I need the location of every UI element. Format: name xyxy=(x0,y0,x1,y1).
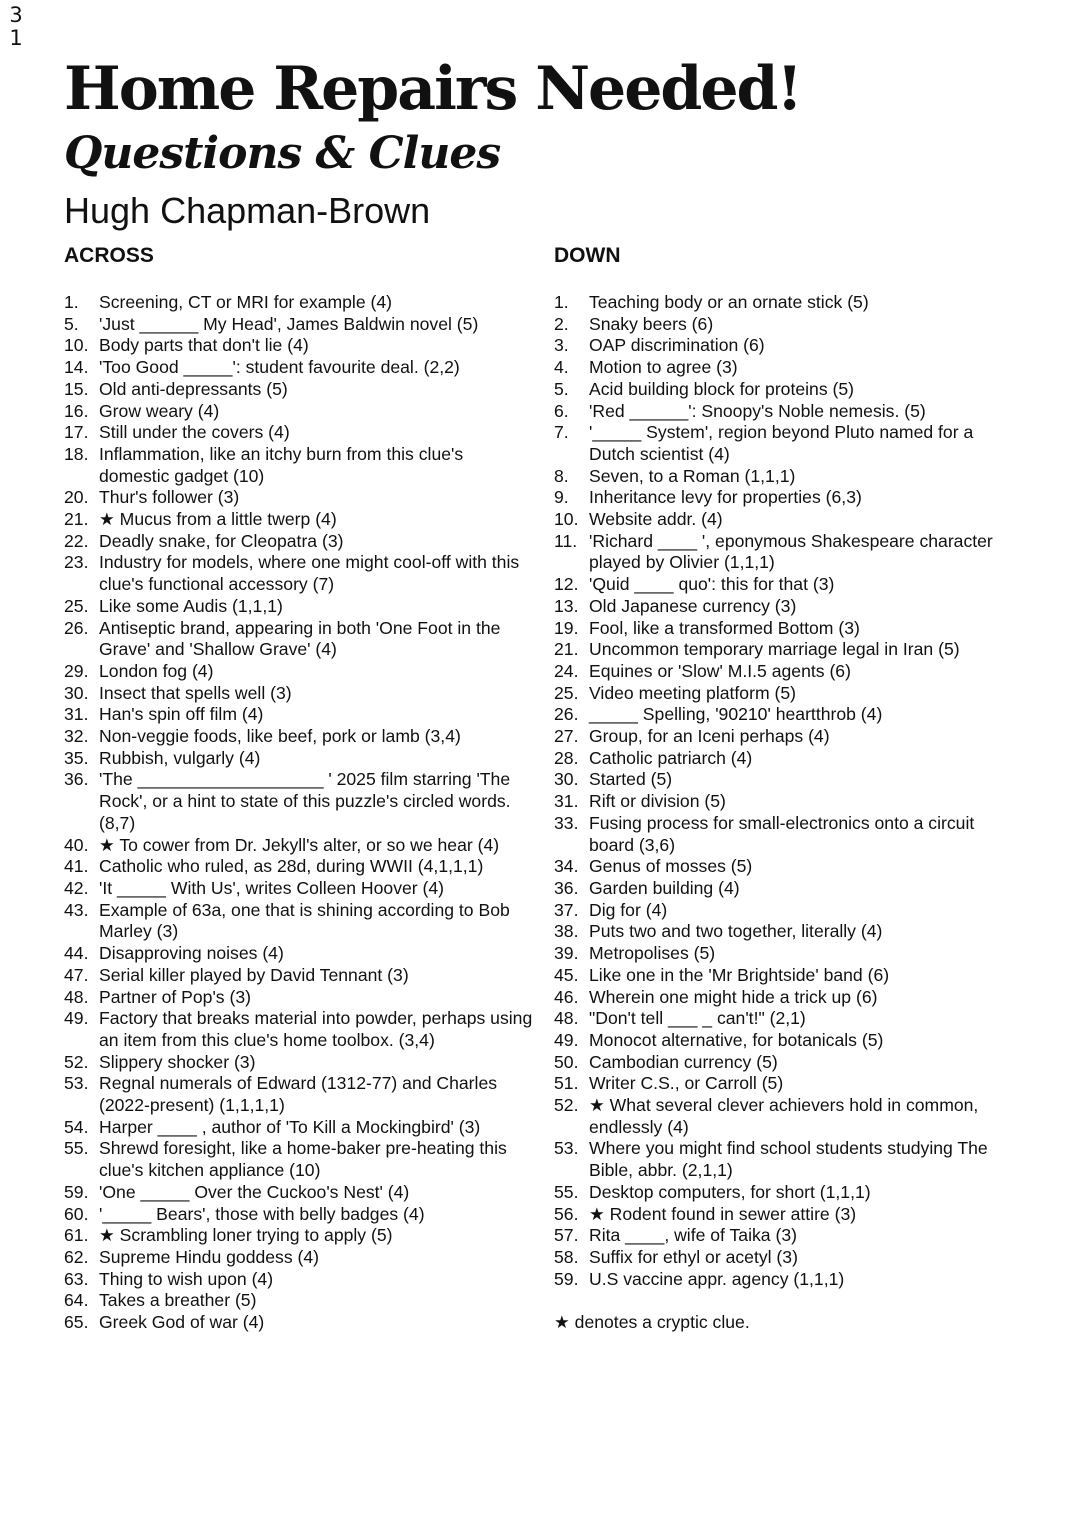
clue-text: ★ Mucus from a little twerp (4) xyxy=(99,509,337,530)
clue-number: 34. xyxy=(554,856,579,877)
across-clue xyxy=(64,1204,534,1226)
clue-number: 20. xyxy=(64,487,89,508)
clue-number: 31. xyxy=(554,791,579,812)
clue-number: 56. xyxy=(554,1203,579,1224)
across-clue xyxy=(64,444,534,487)
clue-text: Body parts that don't lie (4) xyxy=(99,335,309,356)
clue-number: 48. xyxy=(64,986,89,1007)
clue-number: 38. xyxy=(554,921,579,942)
clue-text: ★ Scrambling loner trying to apply (5) xyxy=(99,1225,393,1246)
across-clue xyxy=(64,292,534,314)
down-clue xyxy=(554,878,1024,900)
clue-number: 4. xyxy=(554,357,569,378)
clue-number: 44. xyxy=(64,943,89,964)
clue-number: 33. xyxy=(554,812,579,833)
across-clue xyxy=(64,552,534,595)
clue-text: Video meeting platform (5) xyxy=(589,682,796,703)
clue-text: Genus of mosses (5) xyxy=(589,856,753,877)
clue-number: 47. xyxy=(64,964,89,985)
clue-text: '_____ System', region beyond Pluto named for a Dutch scientist (4) xyxy=(589,422,974,464)
across-clue xyxy=(64,835,534,857)
clue-number: 54. xyxy=(64,1116,89,1137)
across-clue xyxy=(64,683,534,705)
down-clue xyxy=(554,292,1024,314)
clue-text: Industry for models, where one might cool-off with this clue's functional accessory (7) xyxy=(99,552,520,595)
across-clue xyxy=(64,987,534,1009)
across-clue xyxy=(64,1052,534,1074)
clue-number: 45. xyxy=(554,964,579,985)
down-clue xyxy=(554,639,1024,661)
across-clue xyxy=(64,401,534,423)
down-clue xyxy=(554,813,1024,856)
down-clue xyxy=(554,726,1024,748)
down-heading: DOWN xyxy=(554,244,621,267)
clue-text: Inflammation, like an itchy burn from this clue's domestic gadget (10) xyxy=(99,443,464,486)
page-number-text: 3 1 xyxy=(9,3,23,50)
across-clue xyxy=(64,1182,534,1204)
clue-number: 49. xyxy=(554,1029,579,1050)
clue-text: Puts two and two together, literally (4) xyxy=(589,921,883,942)
clue-number: 59. xyxy=(554,1268,579,1289)
clue-text: Supreme Hindu goddess (4) xyxy=(99,1246,320,1267)
clue-number: 57. xyxy=(554,1225,579,1246)
clue-text: Uncommon temporary marriage legal in Iran (5) xyxy=(589,639,960,660)
clue-number: 64. xyxy=(64,1290,89,1311)
clue-text: Where you might find school students studying The Bible, abbr. (2,1,1) xyxy=(589,1138,988,1181)
down-clue xyxy=(554,791,1024,813)
across-clue xyxy=(64,379,534,401)
across-clue xyxy=(64,943,534,965)
across-clue xyxy=(64,965,534,987)
across-clue xyxy=(64,769,534,834)
down-clue xyxy=(554,1138,1024,1181)
clue-number: 10. xyxy=(554,509,579,530)
clue-text: Greek God of war (4) xyxy=(99,1312,265,1333)
across-clue xyxy=(64,1312,534,1334)
page-title: Home Repairs Needed! xyxy=(64,54,801,124)
across-clue xyxy=(64,661,534,683)
clue-text: Suffix for ethyl or acetyl (3) xyxy=(589,1246,798,1267)
clue-text: ★ What several clever achievers hold in common, endlessly (4) xyxy=(589,1095,979,1137)
clue-number: 9. xyxy=(554,487,569,508)
across-clue xyxy=(64,1247,534,1269)
clue-text: '_____ Bears', those with belly badges (4) xyxy=(99,1203,425,1224)
clue-text: Equines or 'Slow' M.I.5 agents (6) xyxy=(589,660,851,681)
clue-number: 50. xyxy=(554,1051,579,1072)
clue-number: 6. xyxy=(554,400,569,421)
clue-number: 23. xyxy=(64,552,89,573)
clue-number: 13. xyxy=(554,595,579,616)
clue-number: 2. xyxy=(554,313,569,334)
clue-text: 'It _____ With Us', writes Colleen Hoover (4) xyxy=(99,877,445,898)
clue-text: Han's spin off film (4) xyxy=(99,704,264,725)
down-clue xyxy=(554,1030,1024,1052)
down-clue xyxy=(554,943,1024,965)
clue-number: 46. xyxy=(554,986,579,1007)
clue-text: Dig for (4) xyxy=(589,899,668,920)
clue-text: U.S vaccine appr. agency (1,1,1) xyxy=(589,1268,845,1289)
clue-number: 22. xyxy=(64,530,89,551)
clue-number: 27. xyxy=(554,726,579,747)
clue-text: Like some Audis (1,1,1) xyxy=(99,595,283,616)
clue-text: Still under the covers (4) xyxy=(99,422,290,443)
across-clue xyxy=(64,878,534,900)
down-clue xyxy=(554,921,1024,943)
across-clue xyxy=(64,1008,534,1051)
clue-number: 40. xyxy=(64,834,89,855)
clue-number: 25. xyxy=(554,682,579,703)
clue-text: Partner of Pop's (3) xyxy=(99,986,251,1007)
across-clue xyxy=(64,1117,534,1139)
down-clue xyxy=(554,509,1024,531)
clue-number: 52. xyxy=(554,1095,579,1116)
clue-text: 'One _____ Over the Cuckoo's Nest' (4) xyxy=(99,1181,410,1202)
clue-text: Non-veggie foods, like beef, pork or lamb (3,4) xyxy=(99,726,461,747)
down-clue xyxy=(554,1008,1024,1030)
clue-number: 11. xyxy=(554,530,578,551)
clue-text: Thing to wish upon (4) xyxy=(99,1268,274,1289)
down-clue xyxy=(554,487,1024,509)
clue-number: 24. xyxy=(554,660,579,681)
across-clue xyxy=(64,1269,534,1291)
across-heading: ACROSS xyxy=(64,244,154,267)
down-clue xyxy=(554,379,1024,401)
across-column xyxy=(64,242,534,1334)
clue-text: Website addr. (4) xyxy=(589,509,723,530)
clue-number: 25. xyxy=(64,595,89,616)
down-clue xyxy=(554,1182,1024,1204)
clue-text: Group, for an Iceni perhaps (4) xyxy=(589,726,830,747)
clue-text: Shrewd foresight, like a home-baker pre-heating this clue's kitchen appliance (10) xyxy=(99,1138,507,1181)
down-clue xyxy=(554,965,1024,987)
clue-text: Old Japanese currency (3) xyxy=(589,595,797,616)
down-clue xyxy=(554,1247,1024,1269)
clue-text: Acid building block for proteins (5) xyxy=(589,378,855,399)
clue-number: 36. xyxy=(64,769,89,790)
down-clue xyxy=(554,574,1024,596)
clue-text: ★ To cower from Dr. Jekyll's alter, or so we hear (4) xyxy=(99,834,500,855)
across-clue xyxy=(64,357,534,379)
clue-text: Catholic patriarch (4) xyxy=(589,747,753,768)
clue-text: Harper ____ , author of 'To Kill a Mockingbird' (3) xyxy=(99,1116,481,1137)
clue-text: Thur's follower (3) xyxy=(99,487,240,508)
clue-text: "Don't tell ___ _ can't!" (2,1) xyxy=(589,1008,806,1029)
clue-number: 19. xyxy=(554,617,579,638)
clue-number: 48. xyxy=(554,1008,579,1029)
across-clue xyxy=(64,531,534,553)
clue-text: Fusing process for small-electronics onto a circuit board (3,6) xyxy=(589,812,975,855)
across-clue xyxy=(64,1073,534,1116)
across-clue xyxy=(64,726,534,748)
down-clue xyxy=(554,618,1024,640)
clue-text: Motion to agree (3) xyxy=(589,357,738,378)
clue-number: 52. xyxy=(64,1051,89,1072)
clue-number: 16. xyxy=(64,400,89,421)
clue-text: Snaky beers (6) xyxy=(589,313,714,334)
clue-text: 'The ___________________ ' 2025 film starring 'The Rock', or a hint to state of this puzzle's circled words. (8,7) xyxy=(99,769,511,833)
clue-number: 51. xyxy=(554,1073,579,1094)
across-clue xyxy=(64,900,534,943)
clue-text: Catholic who ruled, as 28d, during WWII (4,1,1,1) xyxy=(99,856,484,877)
clue-text: Cambodian currency (5) xyxy=(589,1051,778,1072)
down-clue xyxy=(554,335,1024,357)
down-clue xyxy=(554,704,1024,726)
across-clue-list xyxy=(64,292,534,1334)
clue-text: Inheritance levy for properties (6,3) xyxy=(589,487,862,508)
clue-number: 21. xyxy=(554,639,579,660)
clue-number: 59. xyxy=(64,1181,89,1202)
clue-text: Desktop computers, for short (1,1,1) xyxy=(589,1181,871,1202)
across-clue xyxy=(64,704,534,726)
clue-number: 1. xyxy=(64,292,79,312)
clue-number: 41. xyxy=(64,856,89,877)
down-clue xyxy=(554,1269,1024,1291)
clue-text: 'Quid ____ quo': this for that (3) xyxy=(589,574,835,595)
clue-text: Seven, to a Roman (1,1,1) xyxy=(589,465,796,486)
down-clue xyxy=(554,1204,1024,1226)
across-clue xyxy=(64,748,534,770)
down-clue xyxy=(554,1095,1024,1138)
clue-number: 12. xyxy=(554,574,579,595)
clue-text: ★ Rodent found in sewer attire (3) xyxy=(589,1203,857,1224)
down-column xyxy=(554,242,1024,1334)
clue-number: 60. xyxy=(64,1203,89,1224)
clue-text: Grow weary (4) xyxy=(99,400,220,421)
clue-number: 3. xyxy=(554,335,569,356)
clue-text: Teaching body or an ornate stick (5) xyxy=(589,292,869,312)
clue-number: 36. xyxy=(554,877,579,898)
down-clue xyxy=(554,987,1024,1009)
clue-text: 'Red ______': Snoopy's Noble nemesis. (5) xyxy=(589,400,926,421)
clue-text: Started (5) xyxy=(589,769,673,790)
page-number xyxy=(8,4,24,50)
clue-number: 5. xyxy=(64,313,79,334)
clue-number: 39. xyxy=(554,943,579,964)
clue-number: 37. xyxy=(554,899,579,920)
clue-text: Disapproving noises (4) xyxy=(99,943,284,964)
page-subtitle: Questions & Clues xyxy=(64,128,501,179)
clue-number: 49. xyxy=(64,1008,89,1029)
cryptic-note: ★ denotes a cryptic clue. xyxy=(554,1312,750,1333)
clue-text: Example of 63a, one that is shining according to Bob Marley (3) xyxy=(99,899,510,942)
clue-text: Takes a breather (5) xyxy=(99,1290,257,1311)
clue-text: Rita ____, wife of Taika (3) xyxy=(589,1225,797,1246)
clue-text: Like one in the 'Mr Brightside' band (6) xyxy=(589,964,890,985)
clue-number: 29. xyxy=(64,660,89,681)
down-clue xyxy=(554,466,1024,488)
clue-text: Antiseptic brand, appearing in both 'One Foot in the Grave' and 'Shallow Grave' (4) xyxy=(99,617,501,660)
clue-text: Insect that spells well (3) xyxy=(99,682,292,703)
clue-number: 28. xyxy=(554,747,579,768)
clue-text: Serial killer played by David Tennant (3) xyxy=(99,964,409,985)
down-clue xyxy=(554,661,1024,683)
clue-number: 26. xyxy=(554,704,579,725)
down-clue xyxy=(554,683,1024,705)
clue-text: Old anti-depressants (5) xyxy=(99,378,288,399)
across-clue xyxy=(64,509,534,531)
clue-text: Screening, CT or MRI for example (4) xyxy=(99,292,393,312)
down-clue xyxy=(554,1052,1024,1074)
clue-number: 55. xyxy=(554,1181,579,1202)
clue-number: 26. xyxy=(64,617,89,638)
clue-number: 1. xyxy=(554,292,569,312)
down-clue xyxy=(554,401,1024,423)
clue-number: 53. xyxy=(554,1138,579,1159)
down-clue xyxy=(554,900,1024,922)
clue-number: 65. xyxy=(64,1312,89,1333)
author-name: Hugh Chapman-Brown xyxy=(64,190,431,231)
clue-number: 31. xyxy=(64,704,89,725)
clue-text: Rift or division (5) xyxy=(589,791,726,812)
clue-number: 63. xyxy=(64,1268,89,1289)
clue-text: London fog (4) xyxy=(99,660,214,681)
clue-text: Wherein one might hide a trick up (6) xyxy=(589,986,878,1007)
down-clue xyxy=(554,1073,1024,1095)
clue-text: OAP discrimination (6) xyxy=(589,335,765,356)
down-clue xyxy=(554,314,1024,336)
clue-text: Rubbish, vulgarly (4) xyxy=(99,747,261,768)
across-clue xyxy=(64,314,534,336)
clue-number: 10. xyxy=(64,335,89,356)
clue-number: 8. xyxy=(554,465,569,486)
down-clue xyxy=(554,596,1024,618)
down-clue xyxy=(554,1225,1024,1247)
across-clue xyxy=(64,596,534,618)
clue-number: 14. xyxy=(64,357,89,378)
clue-number: 21. xyxy=(64,509,89,530)
across-clue xyxy=(64,487,534,509)
down-clue xyxy=(554,856,1024,878)
across-clue xyxy=(64,335,534,357)
clue-number: 30. xyxy=(64,682,89,703)
clue-number: 58. xyxy=(554,1246,579,1267)
across-clue xyxy=(64,618,534,661)
clue-number: 32. xyxy=(64,726,89,747)
clue-number: 15. xyxy=(64,378,89,399)
clue-number: 18. xyxy=(64,443,89,464)
clue-text: 'Too Good _____': student favourite deal. (2,2) xyxy=(99,357,460,378)
across-clue xyxy=(64,856,534,878)
clue-number: 35. xyxy=(64,747,89,768)
clue-text: 'Just ______ My Head', James Baldwin novel (5) xyxy=(99,313,479,334)
clue-text: Metropolises (5) xyxy=(589,943,716,964)
clue-text: Writer C.S., or Carroll (5) xyxy=(589,1073,784,1094)
clue-text: Factory that breaks material into powder, perhaps using an item from this clue's home toolbox. (3,4) xyxy=(99,1008,533,1050)
across-clue xyxy=(64,1290,534,1312)
down-clue xyxy=(554,357,1024,379)
clue-number: 61. xyxy=(64,1225,89,1246)
clue-text: Fool, like a transformed Bottom (3) xyxy=(589,617,860,638)
clue-text: Garden building (4) xyxy=(589,877,740,898)
clue-text: Monocot alternative, for botanicals (5) xyxy=(589,1029,884,1050)
down-clue xyxy=(554,422,1024,465)
down-clue xyxy=(554,769,1024,791)
clue-number: 43. xyxy=(64,899,89,920)
clue-text: Regnal numerals of Edward (1312-77) and Charles (2022-present) (1,1,1,1) xyxy=(99,1073,498,1116)
down-clue xyxy=(554,748,1024,770)
clue-text: Deadly snake, for Cleopatra (3) xyxy=(99,530,344,551)
clue-number: 42. xyxy=(64,877,89,898)
across-clue xyxy=(64,1138,534,1181)
across-clue xyxy=(64,422,534,444)
clue-number: 17. xyxy=(64,422,89,443)
clue-number: 5. xyxy=(554,378,569,399)
clue-text: Slippery shocker (3) xyxy=(99,1051,256,1072)
clue-text: 'Richard ____ ', eponymous Shakespeare character played by Olivier (1,1,1) xyxy=(589,530,993,573)
across-clue xyxy=(64,1225,534,1247)
clue-number: 7. xyxy=(554,422,569,443)
clue-text: _____ Spelling, '90210' heartthrob (4) xyxy=(589,704,883,725)
clue-number: 30. xyxy=(554,769,579,790)
clue-number: 53. xyxy=(64,1073,89,1094)
clue-number: 62. xyxy=(64,1246,89,1267)
down-clue xyxy=(554,531,1024,574)
down-clue-list xyxy=(554,292,1024,1290)
clue-number: 55. xyxy=(64,1138,89,1159)
